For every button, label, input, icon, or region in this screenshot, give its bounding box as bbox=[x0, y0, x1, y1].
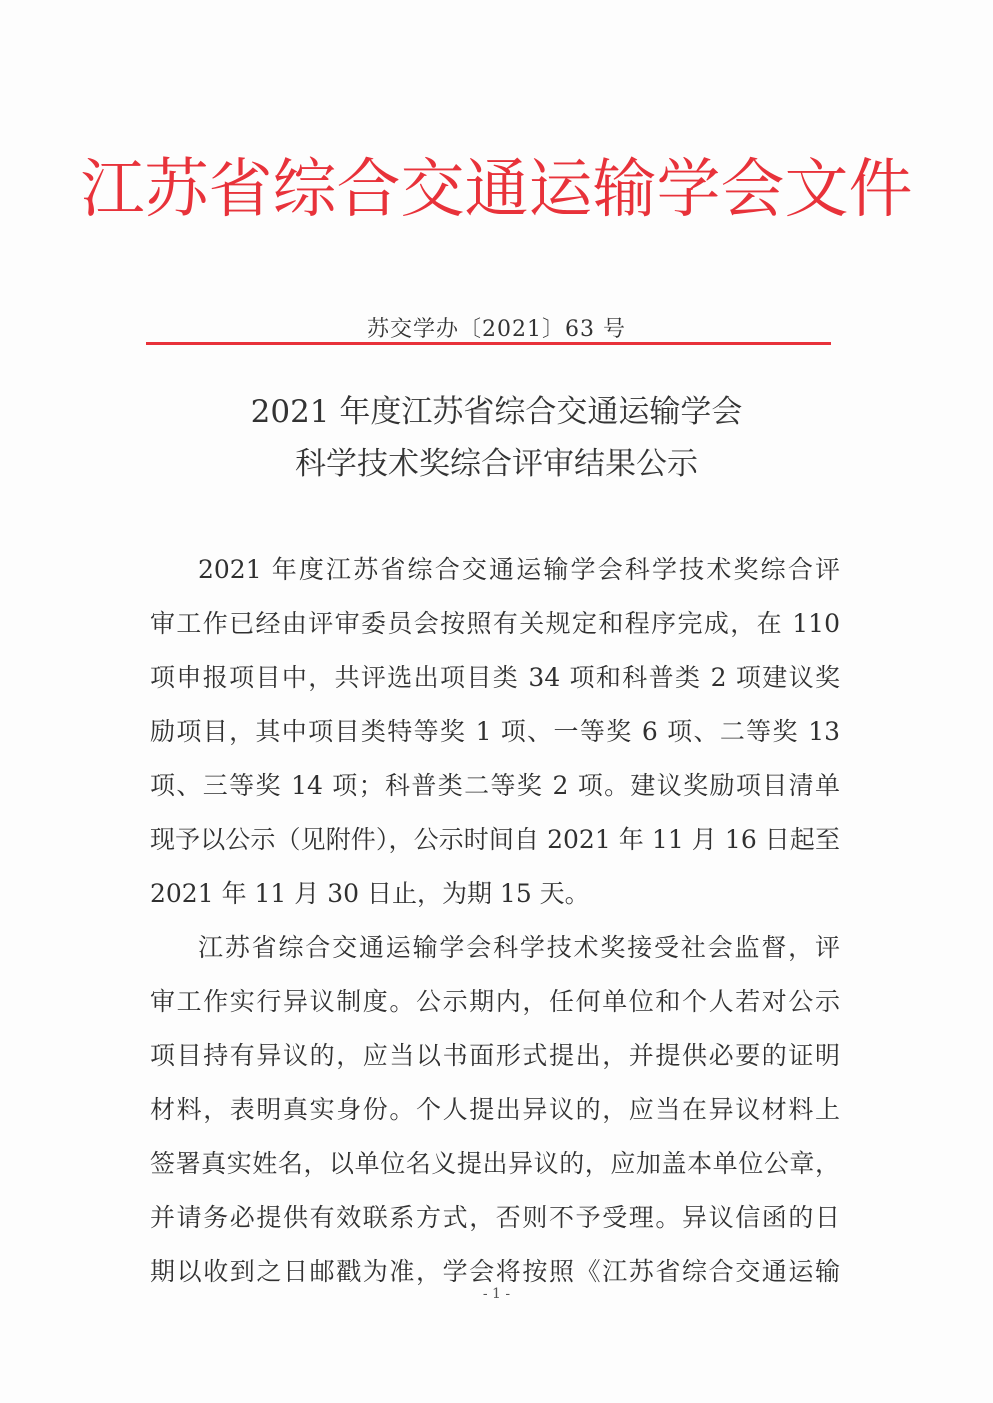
document-body bbox=[150, 543, 840, 1299]
page-number: - 1 - bbox=[482, 1286, 511, 1302]
body-line: 项目持有异议的，应当以书面形式提出，并提供必要的证明 bbox=[150, 1041, 840, 1070]
title-line-2: 科学技术奖综合评审结果公示 bbox=[295, 446, 698, 482]
document-number: 苏交学办〔2021〕63 号 bbox=[367, 317, 626, 342]
body-line: 审工作实行异议制度。公示期内，任何单位和个人若对公示 bbox=[150, 987, 840, 1016]
red-divider-line bbox=[146, 342, 831, 345]
document-title bbox=[0, 386, 993, 490]
masthead-title: 江苏省综合交通运输学会文件 bbox=[80, 153, 913, 227]
paragraph-1 bbox=[150, 543, 840, 921]
body-line: 2021 年 11 月 30 日止，为期 15 天。 bbox=[150, 879, 590, 908]
body-line: 现予以公示（见附件），公示时间自 2021 年 11 月 16 日起至 bbox=[150, 825, 840, 854]
body-line: 励项目，其中项目类特等奖 1 项、一等奖 6 项、二等奖 13 bbox=[150, 717, 840, 746]
body-line: 期以收到之日邮戳为准，学会将按照《江苏省综合交通运输 bbox=[150, 1257, 840, 1286]
paragraph-2 bbox=[150, 921, 840, 1299]
body-line: 签署真实姓名，以单位名义提出异议的，应加盖本单位公章， bbox=[150, 1149, 840, 1178]
title-line-1: 2021 年度江苏省综合交通运输学会 bbox=[250, 394, 743, 430]
body-line: 2021 年度江苏省综合交通运输学会科学技术奖综合评 bbox=[198, 555, 840, 584]
body-line: 江苏省综合交通运输学会科学技术奖接受社会监督，评 bbox=[198, 933, 840, 962]
body-line: 审工作已经由评审委员会按照有关规定和程序完成，在 110 bbox=[150, 609, 840, 638]
body-line: 项、三等奖 14 项；科普类二等奖 2 项。建议奖励项目清单 bbox=[150, 771, 840, 800]
body-line: 并请务必提供有效联系方式，否则不予受理。异议信函的日 bbox=[150, 1203, 840, 1232]
body-line: 项申报项目中，共评选出项目类 34 项和科普类 2 项建议奖 bbox=[150, 663, 840, 692]
body-line: 材料，表明真实身份。个人提出异议的，应当在异议材料上 bbox=[150, 1095, 840, 1124]
